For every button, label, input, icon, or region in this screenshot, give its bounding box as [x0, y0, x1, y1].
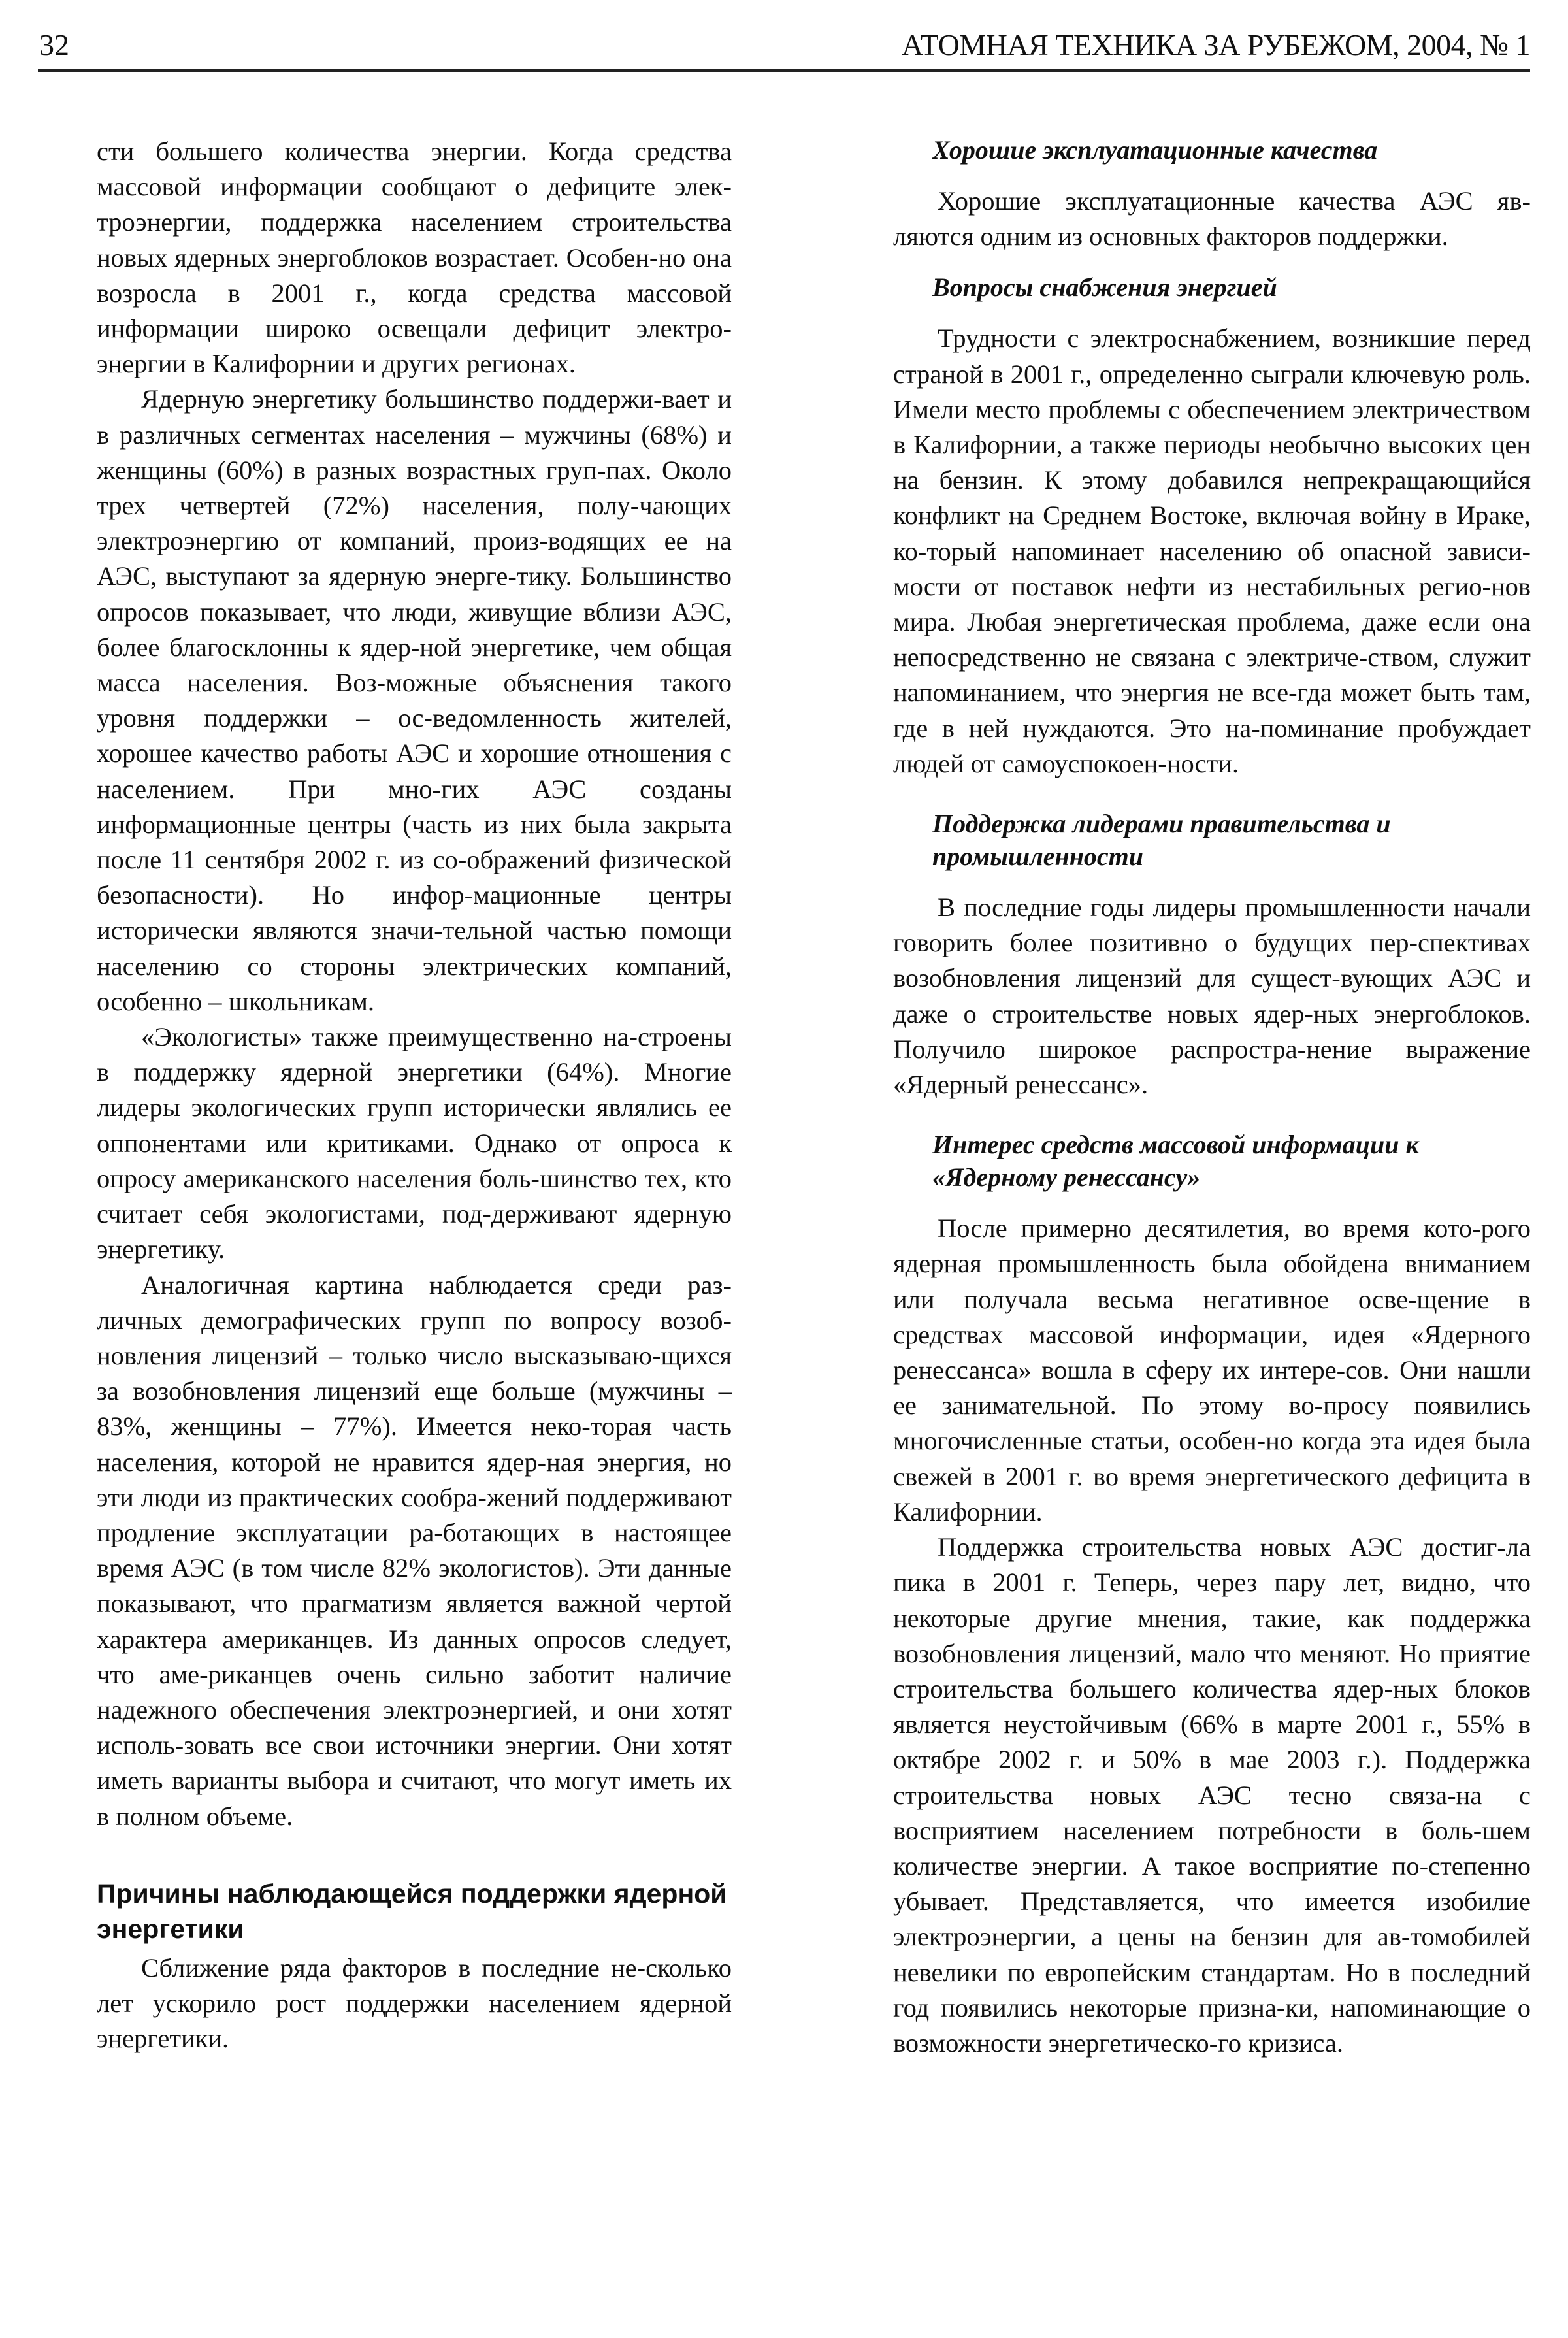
journal-title: АТОМНАЯ ТЕХНИКА ЗА РУБЕЖОМ, 2004, № 1 [901, 28, 1530, 61]
header-rule [38, 69, 1530, 72]
paragraph: После примерно десятилетия, во время кото-рого ядерная промышленность была обойдена вниманием или получала весьма негативное осве-щение в средствах массовой информации, идея «Ядерного ренессанса» вошла в сферу их интере-сов. Они нашли ее занимательной. По этому во-просу появились многочисленные статьи, особен-но когда эта идея была свежей в 2001 г. во время энергетического дефицита в Калифорнии. [893, 1213, 1531, 1526]
right-column [893, 134, 1531, 2061]
paragraph: Хорошие эксплуатационные качества АЭС яв-ляются одним из основных факторов поддержки. [893, 186, 1531, 252]
left-column [97, 134, 732, 2056]
paragraph: сти большего количества энергии. Когда средства массовой информации сообщают о дефиците элек-троэнергии, поддержка населением строительства новых ядерных энергоблоков возрастает. Особен-но она возросла в 2001 г., когда средства массовой информации широко освещали дефицит электро-энергии в Калифорнии и других регионах. [97, 137, 732, 379]
subheading: Хорошие эксплуатационные качества [932, 135, 1378, 165]
subheading: Поддержка лидерами правительства и промышленности [932, 809, 1391, 872]
paragraph: Сближение ряда факторов в последние не-сколько лет ускорило рост поддержки населением ядерной энергетики. [97, 1952, 732, 2054]
page-number: 32 [39, 28, 69, 61]
section-heading: Причины наблюдающейся поддержки ядерной энергетики [97, 1878, 727, 1944]
paragraph: «Экологисты» также преимущественно на-строены в поддержку ядерной энергетики (64%). Многие лидеры экологических групп исторически являлись ее оппонентами или критиками. Однако от опроса к опросу американского населения боль-шинство тех, кто считает себя экологистами, под-держивают ядерную энергетику. [97, 1022, 732, 1264]
subheading: Вопросы снабжения энергией [932, 272, 1277, 303]
paragraph: Поддержка строительства новых АЭС достиг-ла пика в 2001 г. Теперь, через пару лет, видно, что некоторые другие мнения, такие, как поддержка возобновления лицензий, мало что меняют. Но приятие строительства большего количества ядер-ных блоков является неустойчивым (66% в марте 2001 г., 55% в октябре 2002 г. и 50% в мае 2003 г.). Поддержка строительства новых АЭС тесно связа-на с восприятием населением потребности в боль-шем количестве энергии. А такое восприятие по-степенно убывает. Представляется, что имеется изобилие электроэнергии, а цены на бензин для ав-томобилей невелики по европейским стандартам. Но в последний год появились некоторые призна-ки, напоминающие о возможности энергетическо-го кризиса. [893, 1532, 1531, 2058]
paragraph: Трудности с электроснабжением, возникшие перед страной в 2001 г., определенно сыграли ключевую роль. Имели место проблемы с обеспечением электричеством в Калифорнии, а также периоды необычно высоких цен на бензин. К этому добавился непрекращающийся конфликт на Среднем Востоке, включая войну в Ираке, ко-торый напоминает населению об опасной зависи-мости от поставок нефти из нестабильных регио-нов мира. Любая энергетическая проблема, даже если она непосредственно не связана с электриче-ством, служит напоминанием, что энергия не все-гда может быть там, где в ней нуждаются. Это на-поминание пробуждает людей от самоуспокоен-ности. [893, 323, 1531, 778]
paragraph: Аналогичная картина наблюдается среди раз-личных демографических групп по вопросу возоб-новления лицензий – только число высказываю-щихся за возобновления лицензий еще больше (мужчины – 83%, женщины – 77%). Имеется неко-торая часть населения, которой не нравится ядер-ная энергия, но эти люди из практических сообра-жений поддерживают продление эксплуатации ра-ботающих в настоящее время АЭС (в том числе 82% экологистов). Эти данные показывают, что прагматизм является важной чертой характера американцев. Из данных опросов следует, что аме-риканцев очень сильно заботит наличие надежного обеспечения электроэнергией, и они хотят исполь-зовать все свои источники энергии. Они хотят иметь варианты выбора и считают, что могут иметь их в полном объеме. [97, 1270, 732, 1831]
paragraph: В последние годы лидеры промышленности начали говорить более позитивно о будущих пер-спективах возобновления лицензий для сущест-вующих АЭС и даже о строительстве новых ядер-ных энергоблоков. Получило широкое распростра-нение выражение «Ядерный ренессанс». [893, 893, 1531, 1100]
subheading: Интерес средств массовой информации к «Ядерному ренессансу» [932, 1130, 1419, 1193]
paragraph: Ядерную энергетику большинство поддержи-вает и в различных сегментах населения – мужчины (68%) и женщины (60%) в разных возрастных груп-пах. Около трех четвертей (72%) населения, полу-чающих электроэнергию от компаний, произ-водящих ее на АЭС, выступают за ядерную энерге-тику. Большинство опросов показывает, что люди, живущие вблизи АЭС, более благосклонны к ядер-ной энергетике, чем общая масса населения. Воз-можные объяснения такого уровня поддержки – ос-ведомленность жителей, хорошее качество работы АЭС и хорошие отношения с населением. При мно-гих АЭС созданы информационные центры (часть из них была закрыта после 11 сентября 2002 г. из со-ображений физической безопасности). Но инфор-мационные центры исторически являются значи-тельной частью помощи населению со стороны электрических компаний, особенно – школьникам. [97, 384, 732, 1016]
